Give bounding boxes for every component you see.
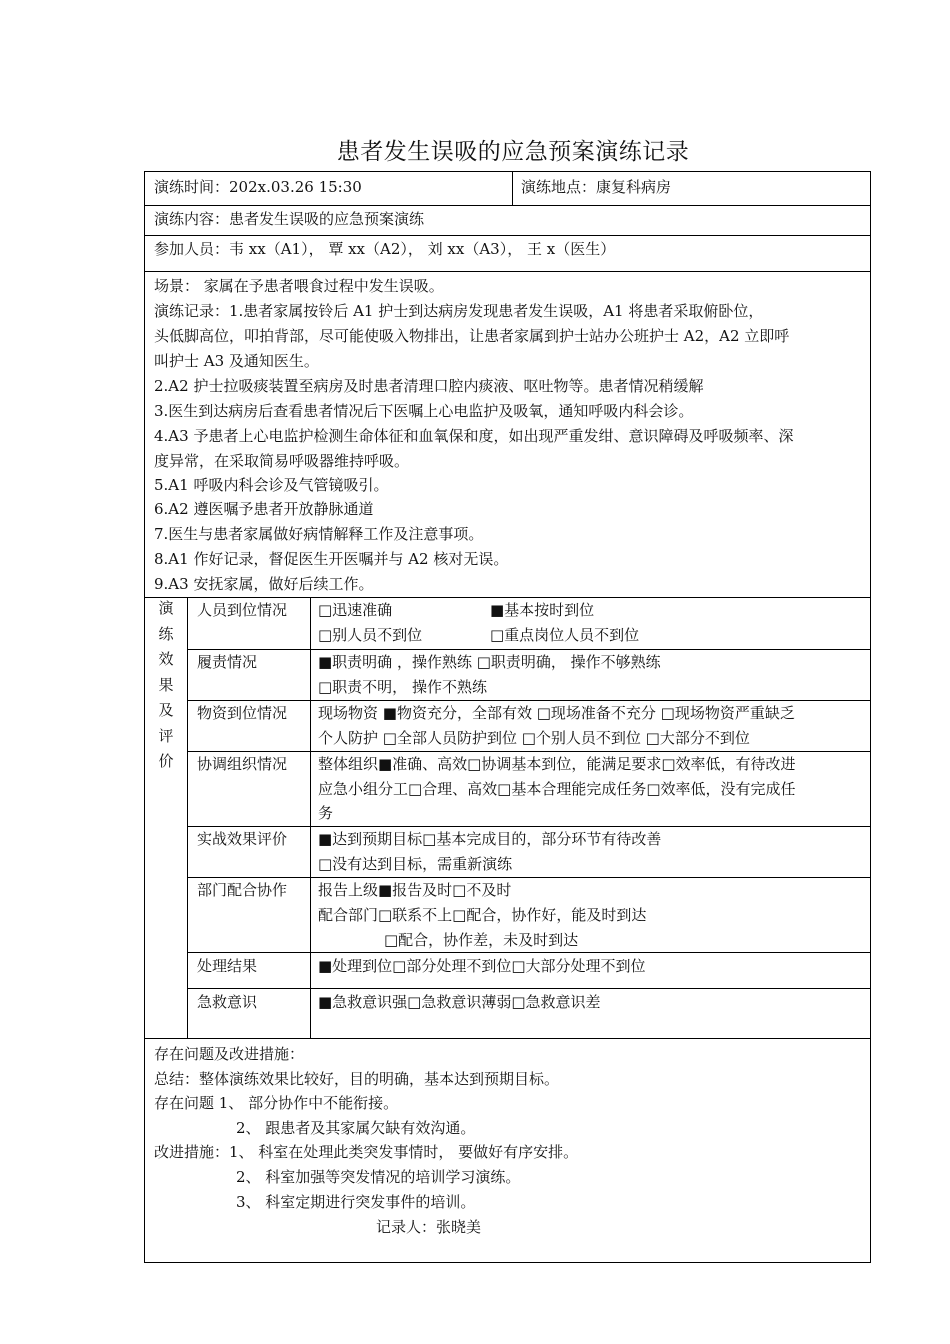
option-text: □迅速准确 [318, 601, 393, 619]
option-text: ■达到预期目标□基本完成目的，部分环节有待改善 [318, 830, 662, 848]
option-text: 个人防护 □全部人员防护到位 □个别人员不到位 □大部分不到位 [318, 729, 750, 747]
option-text: 应急小组分工□合理、高效□基本合理能完成任务□效率低，没有完成任 [318, 780, 796, 798]
participants: 参加人员：韦 xx（A1）， 覃 xx（A2）， 刘 xx（A3）， 王 x（医生） [154, 240, 616, 258]
record-line: 头低脚高位，叩拍背部，尽可能使吸入物排出，让患者家属到护士站办公班护士 A2，A2 立即呼 [154, 327, 790, 345]
divider [145, 235, 870, 236]
divider [187, 597, 188, 1038]
record-line: 4.A3 予患者上心电监护检测生命体征和血氧保和度，如出现严重发绀、意识障碍及呼吸频率、深 [154, 427, 794, 445]
page-title: 患者发生误吸的应急预案演练记录 [336, 139, 690, 165]
option-text: □职责不明， 操作不熟练 [318, 678, 487, 696]
option-text: □没有达到目标，需重新演练 [318, 855, 513, 873]
divider [145, 271, 870, 272]
eval-label-duty: 履责情况 [197, 653, 258, 671]
option-text: 现场物资 ■物资充分，全部有效 □现场准备不充分 □现场物资严重缺乏 [318, 704, 795, 722]
option-text: ■基本按时到位 [490, 601, 595, 619]
divider [310, 597, 311, 1038]
divider [187, 988, 870, 989]
eval-label-effect: 实战效果评价 [197, 830, 288, 848]
problem-line: 存在问题 1、 部分协作中不能衔接。 [154, 1094, 399, 1112]
eval-label-supplies: 物资到位情况 [197, 704, 288, 722]
drill-content: 演练内容：患者发生误吸的应急预案演练 [154, 210, 425, 228]
measure-line: 改进措施：1、 科室在处理此类突发事情时， 要做好有序安排。 [154, 1143, 579, 1161]
divider [145, 205, 870, 206]
improve-heading: 存在问题及改进措施： [154, 1045, 305, 1063]
drill-place: 演练地点：康复科病房 [521, 178, 672, 196]
eval-label-staffing: 人员到位情况 [197, 601, 288, 619]
summary-line: 总结：整体演练效果比较好，目的明确，基本达到预期目标。 [154, 1070, 560, 1088]
divider [187, 877, 870, 878]
measure-line: 3、 科室定期进行突发事件的培训。 [236, 1193, 476, 1211]
record-line: 9.A3 安抚家属，做好后续工作。 [154, 575, 374, 593]
eval-label-result: 处理结果 [197, 957, 258, 975]
eval-label-cooperation: 部门配合协作 [197, 881, 288, 899]
measure-line: 2、 科室加强等突发情况的培训学习演练。 [236, 1168, 521, 1186]
drill-time: 演练时间：202x.03.26 15:30 [154, 178, 362, 196]
option-text: ■急救意识强□急救意识薄弱□急救意识差 [318, 993, 601, 1011]
option-text: ■职责明确 ，操作熟练 □职责明确， 操作不够熟练 [318, 653, 661, 671]
option-text: 整体组织■准确、高效□协调基本到位，能满足要求□效率低，有待改进 [318, 755, 796, 773]
record-line: 演练记录：1.患者家属按铃后 A1 护士到达病房发现患者发生误吸，A1 将患者采取俯卧位， [154, 302, 764, 320]
record-line: 8.A1 作好记录，督促医生开医嘱并与 A2 核对无误。 [154, 550, 509, 568]
drill-record-table [144, 171, 871, 1263]
option-text: 务 [318, 804, 334, 822]
divider [512, 172, 513, 205]
record-line: 度异常，在采取简易呼吸器维持呼吸。 [154, 452, 410, 470]
recorder: 记录人：张晓美 [376, 1218, 482, 1236]
divider [187, 952, 870, 953]
scene-line: 场景： 家属在予患者喂食过程中发生误吸。 [154, 277, 444, 295]
option-text: □重点岗位人员不到位 [490, 626, 640, 644]
divider [145, 1038, 870, 1039]
record-line: 2.A2 护士拉吸痰装置至病房及时患者清理口腔内痰液、呕吐物等。患者情况稍缓解 [154, 377, 704, 395]
record-line: 5.A1 呼吸内科会诊及气管镜吸引。 [154, 476, 389, 494]
record-line: 3.医生到达病房后查看患者情况后下医嘱上心电监护及吸氧，通知呼吸内科会诊。 [154, 402, 694, 420]
record-line: 6.A2 遵医嘱予患者开放静脉通道 [154, 500, 374, 518]
eval-label-coordination: 协调组织情况 [197, 755, 288, 773]
option-text: □别人员不到位 [318, 626, 423, 644]
option-text: ■处理到位□部分处理不到位□大部分处理不到位 [318, 957, 646, 975]
eval-label-awareness: 急救意识 [197, 993, 258, 1011]
option-text: 报告上级■报告及时□不及时 [318, 881, 512, 899]
option-text: 配合部门□联系不上□配合，协作好，能及时到达 [318, 906, 647, 924]
evaluation-side-label: 演 练 效 果 及 评 价 [158, 599, 174, 770]
option-text: □配合，协作差，未及时到达 [384, 931, 579, 949]
record-line: 叫护士 A3 及通知医生。 [154, 352, 319, 370]
problem-line: 2、 跟患者及其家属欠缺有效沟通。 [236, 1119, 476, 1137]
record-line: 7.医生与患者家属做好病情解释工作及注意事项。 [154, 525, 484, 543]
